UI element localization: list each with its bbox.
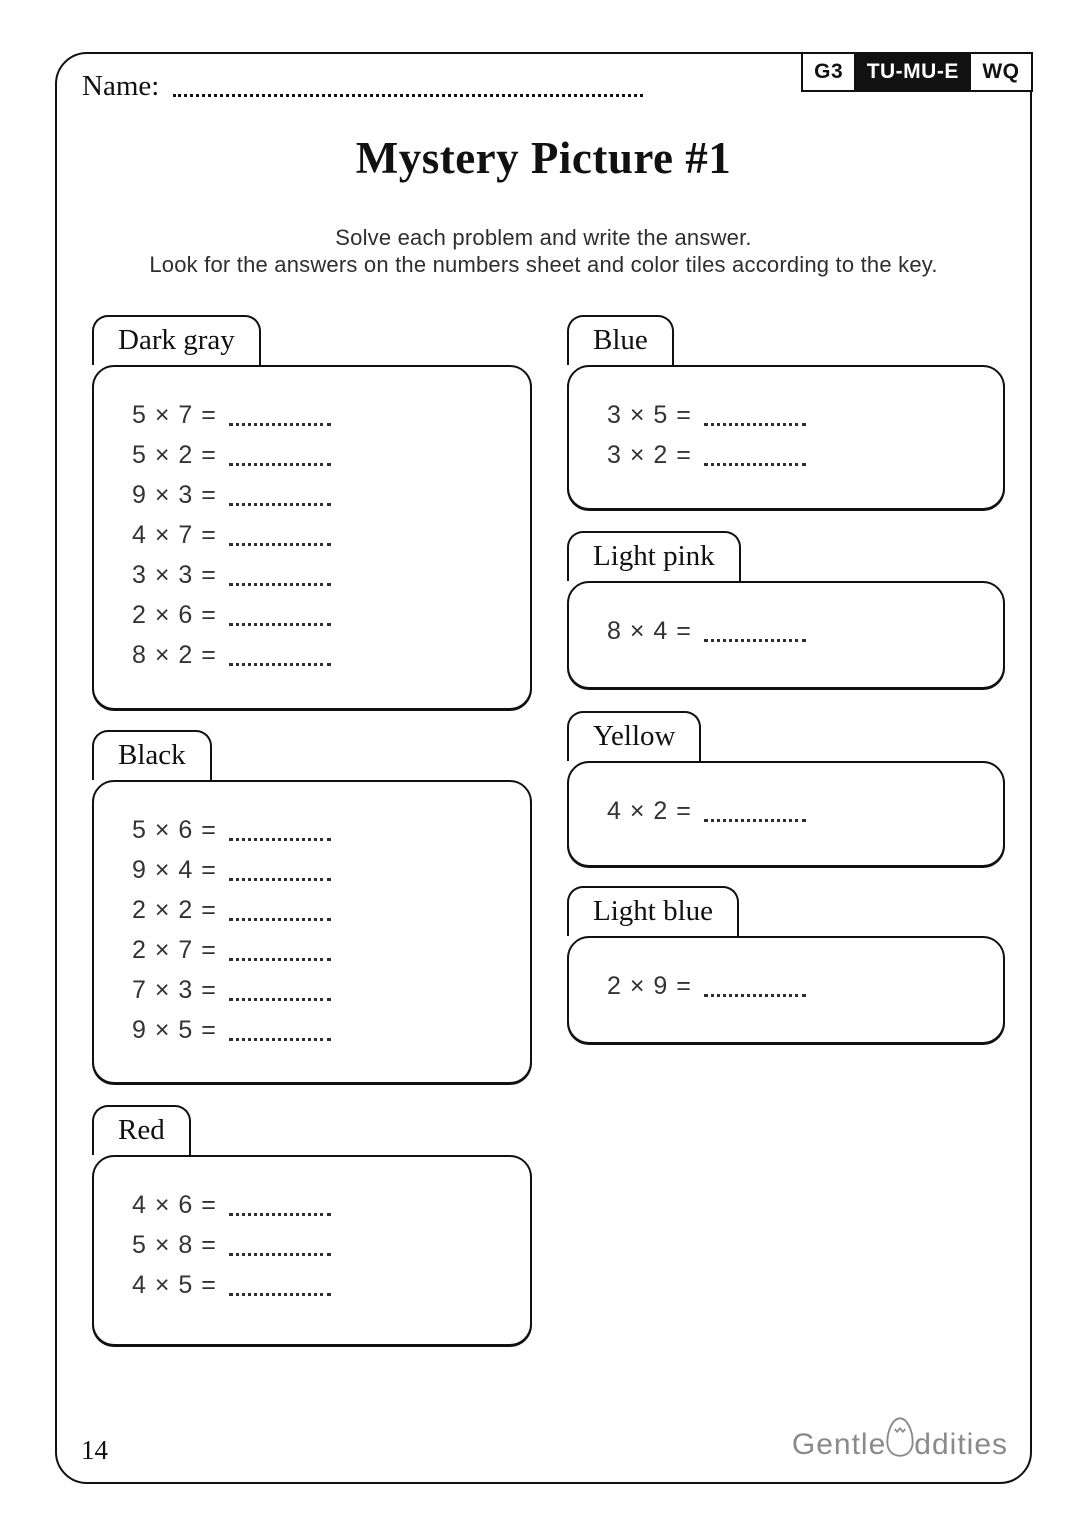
section-red	[92, 1105, 532, 1346]
answer-line[interactable]	[229, 1253, 331, 1256]
answer-line[interactable]	[229, 958, 331, 961]
instructions-line-1: Solve each problem and write the answer.	[335, 225, 752, 250]
problem-expression: 4 × 6 =	[132, 1191, 217, 1219]
section-box	[567, 365, 1005, 510]
problem-row	[132, 816, 506, 856]
tab-label: Yellow	[593, 719, 676, 752]
problem-row	[132, 976, 506, 1016]
section-box	[92, 1155, 532, 1346]
topic-badge: TU-MU-E	[854, 52, 972, 92]
problem-row	[607, 972, 979, 1012]
page-frame	[55, 52, 1032, 1484]
section-box	[567, 761, 1005, 867]
section-light-pink	[567, 531, 1005, 689]
problem-expression: 8 × 2 =	[132, 641, 217, 669]
problem-row	[132, 936, 506, 976]
answer-line[interactable]	[704, 994, 806, 997]
problem-expression: 9 × 5 =	[132, 1016, 217, 1044]
tab-label: Blue	[593, 323, 648, 356]
instructions	[57, 224, 1030, 278]
answer-line[interactable]	[704, 639, 806, 642]
problem-expression: 9 × 4 =	[132, 856, 217, 884]
name-input-line[interactable]	[173, 94, 643, 97]
answer-line[interactable]	[229, 1213, 331, 1216]
problem-expression: 3 × 3 =	[132, 561, 217, 589]
tab-label: Light pink	[593, 539, 715, 572]
answer-line[interactable]	[229, 1293, 331, 1296]
problem-expression: 5 × 7 =	[132, 401, 217, 429]
problem-expression: 2 × 6 =	[132, 601, 217, 629]
section-tab-dark-gray	[92, 315, 261, 365]
problem-row	[132, 1016, 506, 1056]
problem-row	[132, 401, 506, 441]
grade-badge: G3	[801, 52, 856, 92]
problem-row	[132, 641, 506, 681]
tab-label: Black	[118, 738, 186, 771]
section-tab-black	[92, 730, 212, 780]
page-title: Mystery Picture #1	[355, 133, 732, 183]
badge-strip	[804, 52, 1033, 92]
answer-line[interactable]	[229, 1038, 331, 1041]
problem-expression: 3 × 2 =	[607, 441, 692, 469]
answer-line[interactable]	[229, 623, 331, 626]
answer-line[interactable]	[229, 838, 331, 841]
brand-suffix: ddities	[914, 1428, 1008, 1461]
section-light-blue	[567, 886, 1005, 1044]
problem-expression: 3 × 5 =	[607, 401, 692, 429]
problem-expression: 2 × 9 =	[607, 972, 692, 1000]
answer-line[interactable]	[229, 998, 331, 1001]
answer-line[interactable]	[229, 878, 331, 881]
problem-expression: 8 × 4 =	[607, 617, 692, 645]
section-box	[92, 365, 532, 710]
section-yellow	[567, 711, 1005, 867]
instructions-line-2: Look for the answers on the numbers sheet and color tiles according to the key.	[149, 252, 938, 277]
problem-row	[132, 521, 506, 561]
answer-line[interactable]	[229, 543, 331, 546]
section-tab-blue	[567, 315, 674, 365]
problem-row	[132, 1191, 506, 1231]
section-tab-yellow	[567, 711, 701, 761]
name-row	[82, 70, 643, 103]
problem-row	[132, 1271, 506, 1311]
section-tab-light-blue	[567, 886, 739, 936]
answer-line[interactable]	[704, 423, 806, 426]
section-box	[92, 780, 532, 1084]
page-number: 14	[81, 1435, 108, 1465]
problem-row	[132, 1231, 506, 1271]
problem-row	[607, 617, 979, 657]
section-dark-gray	[92, 315, 532, 710]
answer-line[interactable]	[704, 463, 806, 466]
problem-row	[132, 561, 506, 601]
section-box	[567, 936, 1005, 1044]
egg-o-icon	[885, 1416, 915, 1466]
brand-prefix: Gentle	[791, 1428, 887, 1461]
problem-expression: 4 × 7 =	[132, 521, 217, 549]
section-tab-light-pink	[567, 531, 741, 581]
problem-row	[132, 896, 506, 936]
problem-row	[607, 401, 979, 441]
answer-line[interactable]	[704, 819, 806, 822]
problem-expression: 2 × 7 =	[132, 936, 217, 964]
problem-expression: 4 × 2 =	[607, 797, 692, 825]
problem-row	[132, 481, 506, 521]
problem-expression: 2 × 2 =	[132, 896, 217, 924]
brand-logo	[792, 1420, 1008, 1470]
problem-row	[132, 601, 506, 641]
problem-expression: 4 × 5 =	[132, 1271, 217, 1299]
problem-expression: 5 × 6 =	[132, 816, 217, 844]
tab-label: Light blue	[593, 894, 714, 927]
answer-line[interactable]	[229, 503, 331, 506]
name-label: Name:	[82, 70, 160, 102]
problem-expression: 5 × 8 =	[132, 1231, 217, 1259]
problem-row	[607, 797, 979, 837]
section-tab-red	[92, 1105, 191, 1155]
tab-label: Dark gray	[118, 323, 235, 356]
tab-label: Red	[118, 1113, 165, 1146]
section-blue	[567, 315, 1005, 510]
problem-row	[132, 856, 506, 896]
answer-line[interactable]	[229, 583, 331, 586]
answer-line[interactable]	[229, 423, 331, 426]
problem-expression: 9 × 3 =	[132, 481, 217, 509]
worksheet-type-badge: WQ	[969, 52, 1032, 92]
section-black	[92, 730, 532, 1084]
answer-line[interactable]	[229, 918, 331, 921]
problem-expression: 5 × 2 =	[132, 441, 217, 469]
answer-line[interactable]	[229, 663, 331, 666]
problem-row	[132, 441, 506, 481]
problem-expression: 7 × 3 =	[132, 976, 217, 1004]
section-box	[567, 581, 1005, 689]
answer-line[interactable]	[229, 463, 331, 466]
problem-row	[607, 441, 979, 481]
